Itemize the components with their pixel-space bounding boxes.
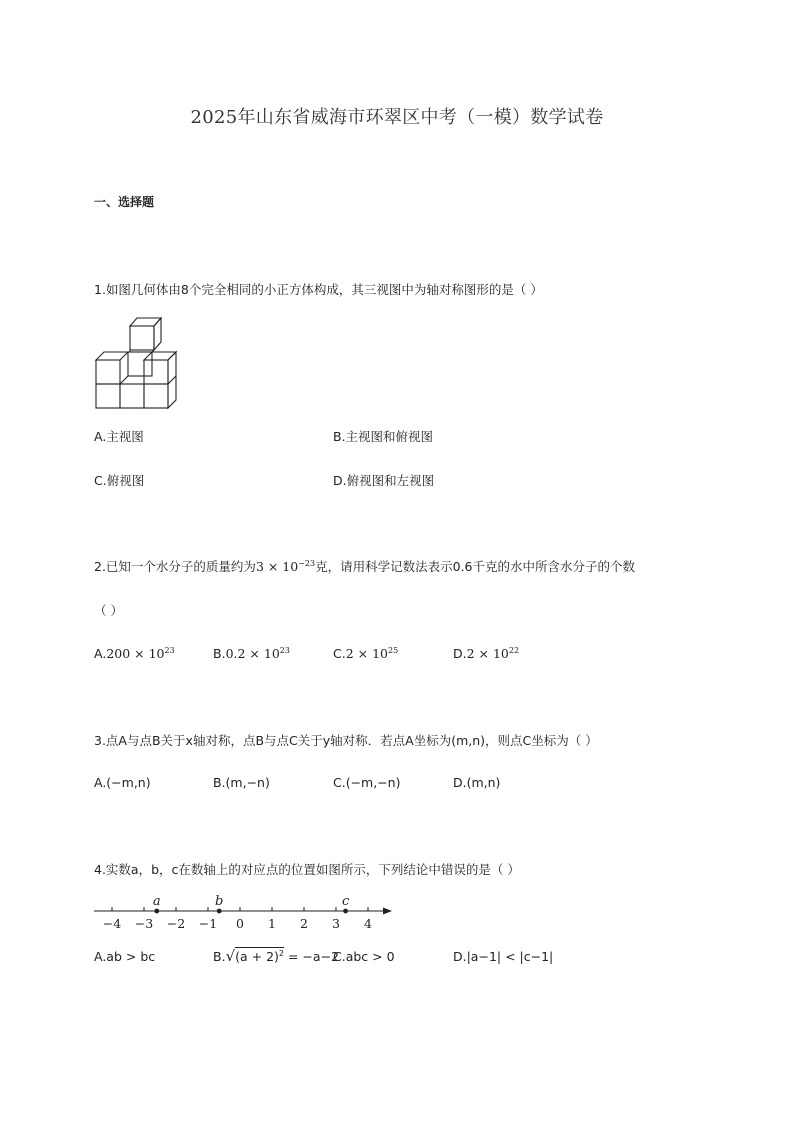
number-line-tick-label: −2 — [166, 916, 186, 931]
number-line-point-c — [343, 909, 348, 914]
number-line-tick-label: 4 — [364, 916, 372, 931]
q4-option-b-inner: (a + 2) — [235, 949, 279, 964]
number-line-point-label-a: a — [152, 894, 161, 909]
q2-option-b[interactable] — [213, 646, 290, 661]
number-line-point-label-c: c — [341, 894, 350, 909]
q2-option-c-base: 2 × 10 — [345, 646, 388, 661]
number-line-arrow — [383, 908, 392, 915]
number-line-figure — [90, 890, 400, 936]
page-title: 2025年山东省威海市环翠区中考（一模）数学试卷 — [190, 107, 604, 128]
number-line-tick-label: 0 — [236, 916, 244, 931]
q2-option-a-base: 200 × 10 — [106, 646, 165, 661]
q1-option-b[interactable]: B.主视图和俯视图 — [333, 429, 434, 444]
q4-option-b-label: B. — [213, 949, 226, 964]
q2-option-c[interactable] — [333, 646, 398, 661]
q1-option-a[interactable]: A.主视图 — [94, 429, 144, 444]
cube-solid-figure — [90, 312, 182, 410]
number-line-point-a — [154, 909, 159, 914]
number-line-point-b — [217, 909, 222, 914]
q3-option-d[interactable]: D.(m,n) — [453, 775, 501, 790]
q1-option-d[interactable]: D.俯视图和左视图 — [333, 473, 435, 488]
number-line-tick-label: −4 — [102, 916, 122, 931]
sqrt-radical-sign: √ — [225, 947, 236, 965]
number-line-tick-label: 3 — [332, 916, 340, 931]
q2-option-a-label: A. — [94, 646, 107, 661]
q2-mass-base: 3 × 10 — [255, 559, 299, 574]
q2-text-prefix: 2.已知一个水分子的质量约为 — [94, 559, 256, 574]
q2-mass-exponent: −23 — [298, 559, 316, 568]
q2-option-d-base: 2 × 10 — [466, 646, 509, 661]
question-4-text: 4.实数a，b，c在数轴上的对应点的位置如图所示，下列结论中错误的是（ ） — [94, 862, 520, 877]
q3-option-b[interactable]: B.(m,−n) — [213, 775, 270, 790]
section-heading: 一、选择题 — [94, 195, 155, 209]
q3-option-c[interactable]: C.(−m,−n) — [333, 775, 401, 790]
q2-option-c-exponent: 25 — [387, 646, 399, 655]
question-1-text: 1.如图几何体由8个完全相同的小正方体构成，其三视图中为轴对称图形的是（ ） — [94, 282, 543, 297]
q3-option-a[interactable]: A.(−m,n) — [94, 775, 151, 790]
number-line-tick-label: 1 — [268, 916, 276, 931]
q4-option-c[interactable]: C.abc > 0 — [333, 949, 395, 964]
sqrt-radicand — [235, 947, 284, 964]
q2-option-b-exponent: 23 — [279, 646, 290, 655]
number-line-tick-label: −1 — [198, 916, 218, 931]
q2-option-a-exponent: 23 — [164, 646, 175, 655]
q4-option-a[interactable]: A.ab > bc — [94, 949, 156, 964]
q2-option-d[interactable] — [453, 646, 519, 661]
number-line-tick-label: −3 — [134, 916, 154, 931]
q4-option-d[interactable]: D.|a−1| < |c−1| — [453, 949, 554, 964]
q2-text-suffix: 克，请用科学记数法表示0.6千克的水中所含水分子的个数 — [315, 559, 635, 574]
q4-option-b[interactable] — [213, 947, 339, 965]
q2-option-d-exponent: 22 — [508, 646, 520, 655]
q1-option-c[interactable]: C.俯视图 — [94, 473, 145, 488]
q2-option-b-base: 0.2 × 10 — [225, 646, 280, 661]
q2-option-d-label: D. — [453, 646, 467, 661]
q4-option-b-rhs: = −a−2 — [284, 949, 339, 964]
number-line-tick-label: 2 — [300, 916, 308, 931]
q2-option-a[interactable] — [94, 646, 175, 661]
q2-option-b-label: B. — [213, 646, 226, 661]
question-2-text-line2: （ ） — [94, 603, 123, 618]
question-2-text — [94, 557, 635, 575]
q4-option-b-square: 2 — [278, 949, 285, 958]
question-3-text: 3.点A与点B关于x轴对称，点B与点C关于y轴对称．若点A坐标为(m,n)，则点C坐标为（ ） — [94, 733, 598, 748]
number-line-point-label-b: b — [215, 894, 224, 909]
q2-option-c-label: C. — [333, 646, 346, 661]
